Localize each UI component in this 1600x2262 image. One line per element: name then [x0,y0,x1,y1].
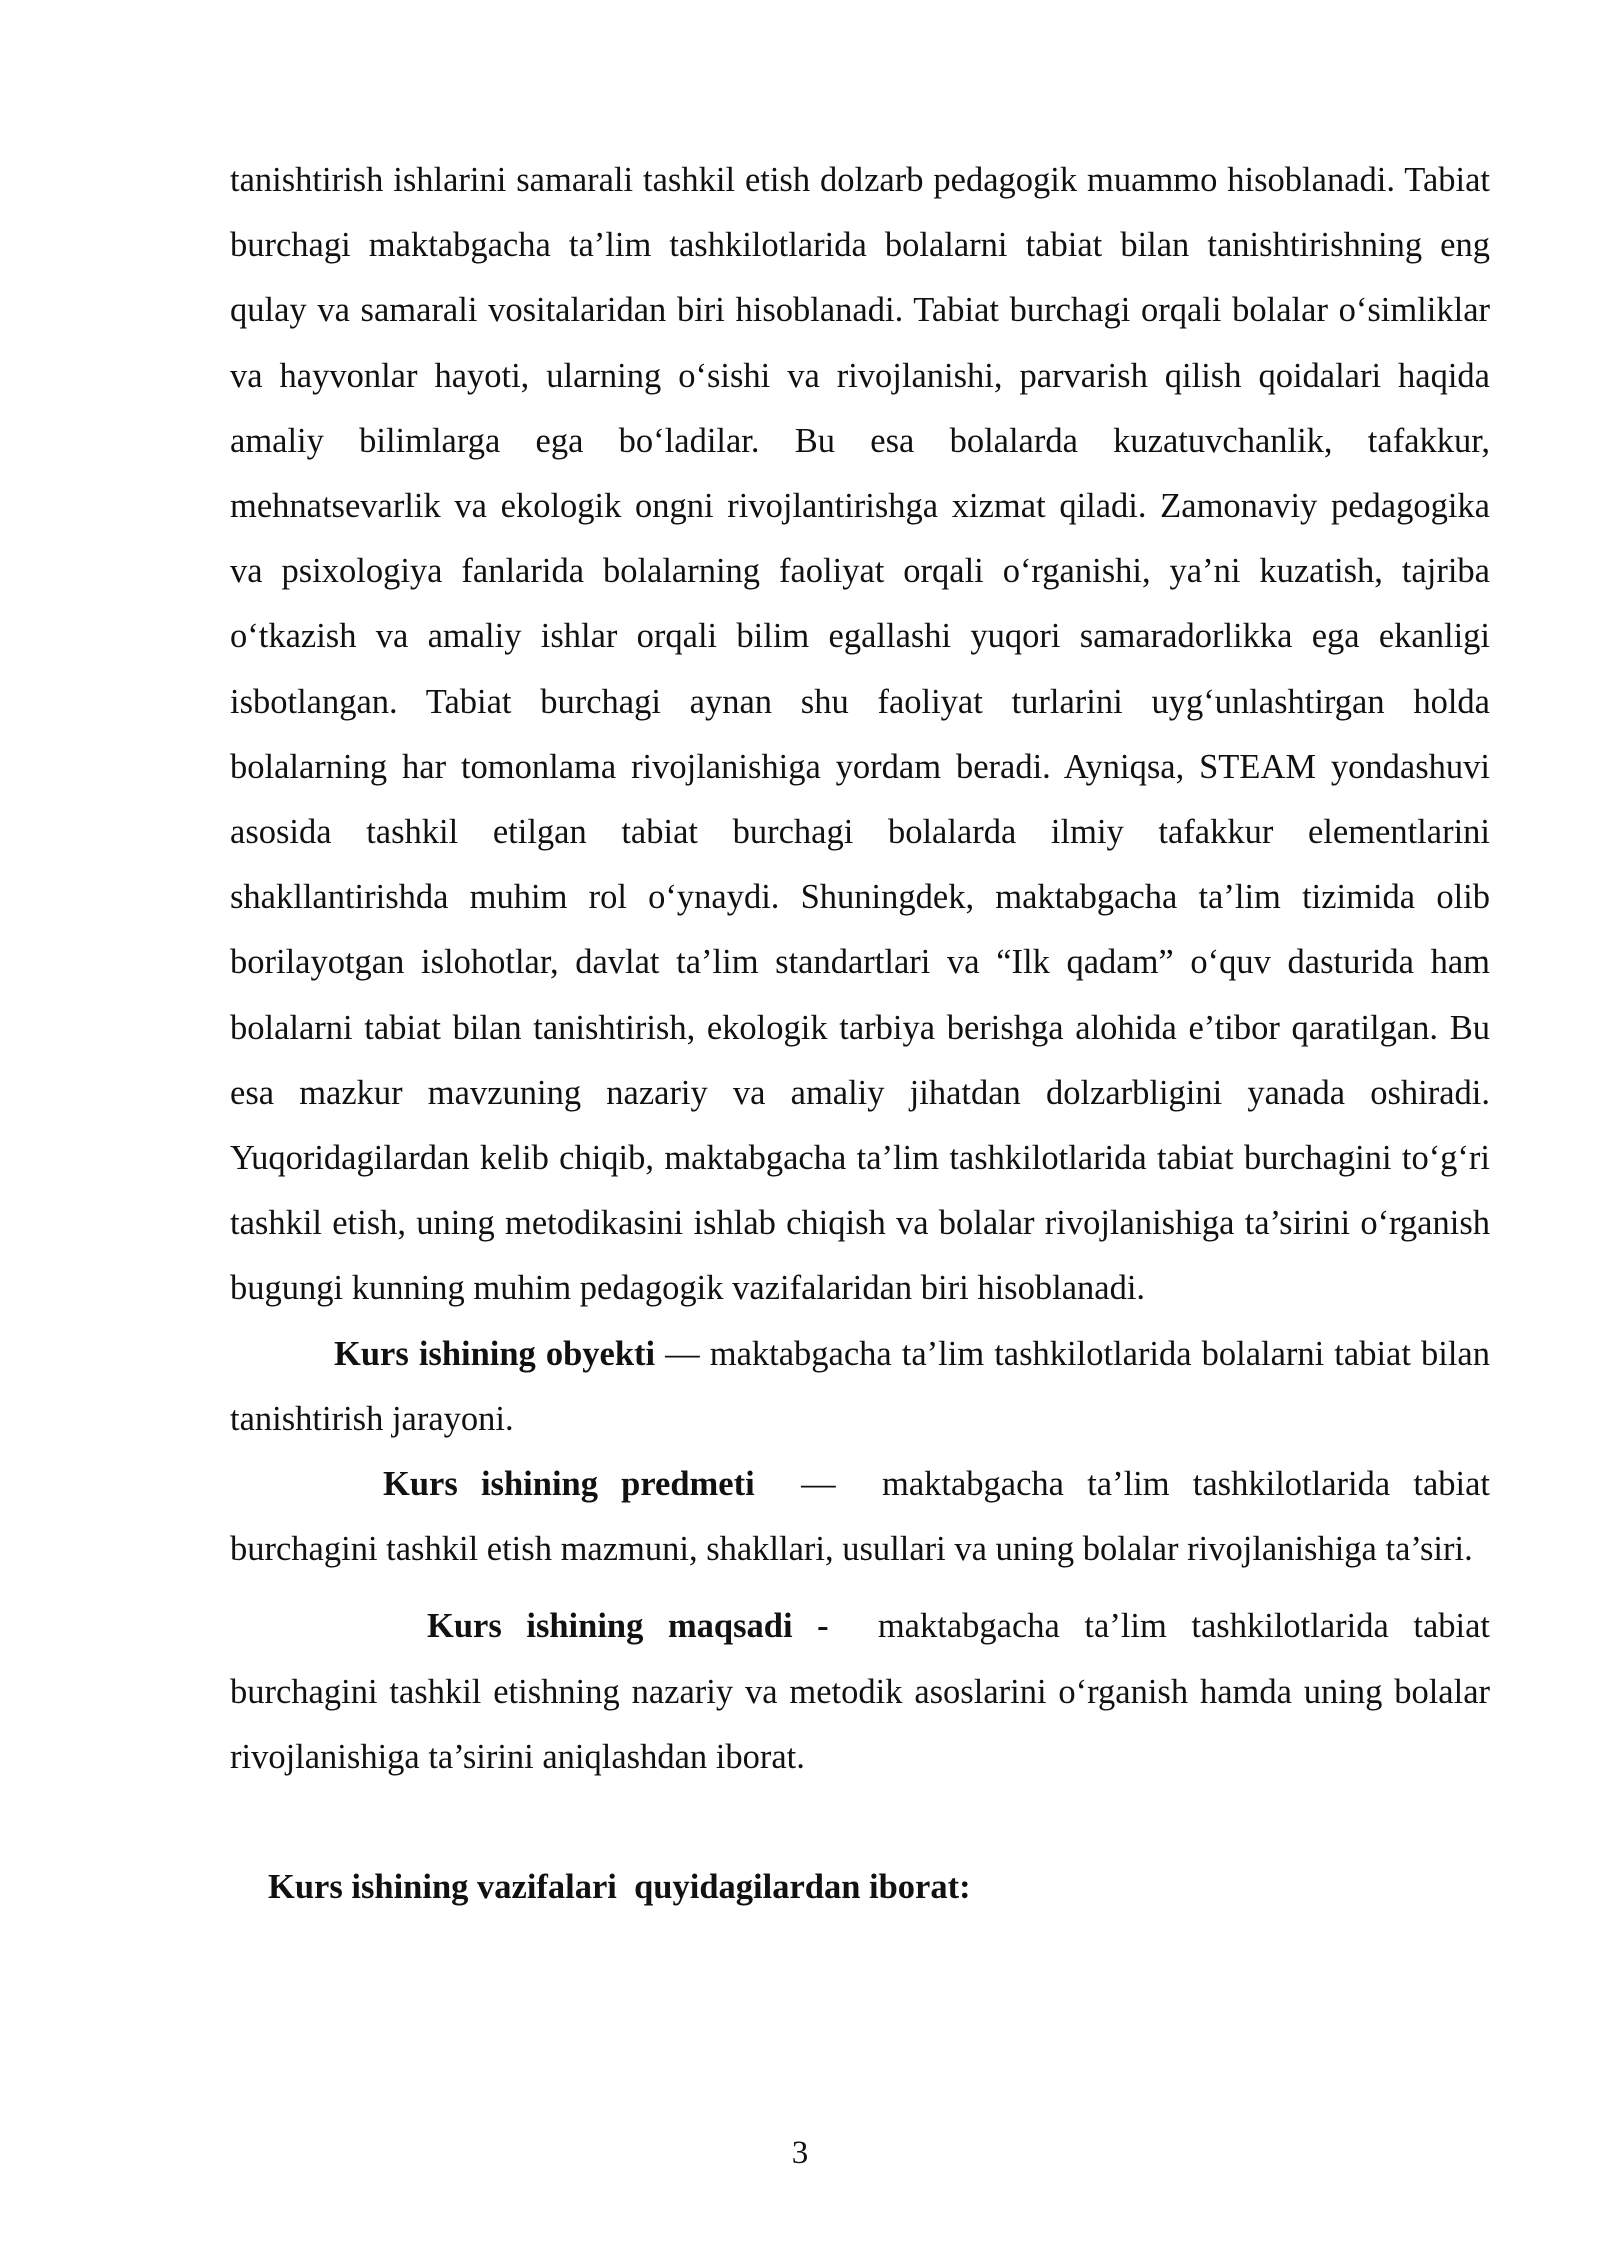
subject-label: Kurs ishining predmeti [383,1465,755,1504]
object-label: Kurs ishining obyekti [334,1334,656,1373]
object-paragraph [230,1322,1490,1452]
intro-paragraph: tanishtirish ishlarini samarali tashkil etish dolzarb pedagogik muammo hisoblanadi. Tabiat burchagi maktabgacha ta’lim tashkilotlarida bolalarni tabiat bilan tanishtirishning eng qulay va samarali vositalaridan biri hisoblanadi. Tabiat burchagi orqali bolalar o‘simliklar va hayvonlar hayoti, ularning o‘sishi va rivojlanishi, parvarish qilish qoidalari haqida amaliy bilimlarga ega bo‘ladilar. Bu esa bolalarda kuzatuvchanlik, tafakkur, mehnatsevarlik va ekologik ongni rivojlantirishga xizmat qiladi. Zamonaviy pedagogika va psixologiya fanlarida bolalarning faoliyat orqali o‘rganishi, ya’ni kuzatish, tajriba o‘tkazish va amaliy ishlar orqali bilim egallashi yuqori samaradorlikka ega ekanligi isbotlangan. Tabiat burchagi aynan shu faoliyat turlarini uyg‘unlashtirgan holda bolalarning har tomonlama rivojlanishiga yordam beradi. Ayniqsa, STEAM yondashuvi asosida tashkil etilgan tabiat burchagi bolalarda ilmiy tafakkur elementlarini shakllantirishda muhim rol o‘ynaydi. Shuningdek, maktabgacha ta’lim tizimida olib borilayotgan islohotlar, davlat ta’lim standartlari va “Ilk qadam” o‘quv dasturida ham bolalarni tabiat bilan tanishtirish, ekologik tarbiya berishga alohida e’tibor qaratilgan. Bu esa mazkur mavzuning nazariy va amaliy jihatdan dolzarbligini yanada oshiradi. Yuqoridagilardan kelib chiqib, maktabgacha ta’lim tashkilotlarida tabiat burchagini to‘g‘ri tashkil etish, uning metodikasini ishlab chiqish va bolalar rivojlanishiga ta’sirini o‘rganish bugungi kunning muhim pedagogik vazifalaridan biri hisoblanadi. [230,161,1490,1308]
tasks-heading: Kurs ishining vazifalari quyidagilardan iborat: [268,1868,971,1907]
goal-paragraph [230,1594,1499,1790]
document-page [230,148,1499,1920]
page-number: 3 [791,2135,809,2171]
goal-label: Kurs ishining maqsadi - [427,1607,829,1646]
subject-paragraph [230,1452,1499,1582]
object-text: — maktabgacha ta’lim tashkilotlarida bolalarni tabiat bilan tanishtirish jarayoni. [230,1334,1490,1438]
goal-text: maktabgacha ta’lim tashkilotlarida tabiat burchagini tashkil etishning nazariy va metodik asoslarini o‘rganish hamda uning bolalar rivojlanishiga ta’sirini aniqlashdan iborat. [230,1607,1499,1776]
subject-text: — maktabgacha ta’lim tashkilotlarida tabiat burchagini tashkil etish mazmuni, shakllari, usullari va uning bolalar rivojlanishiga ta’siri. [230,1465,1499,1569]
